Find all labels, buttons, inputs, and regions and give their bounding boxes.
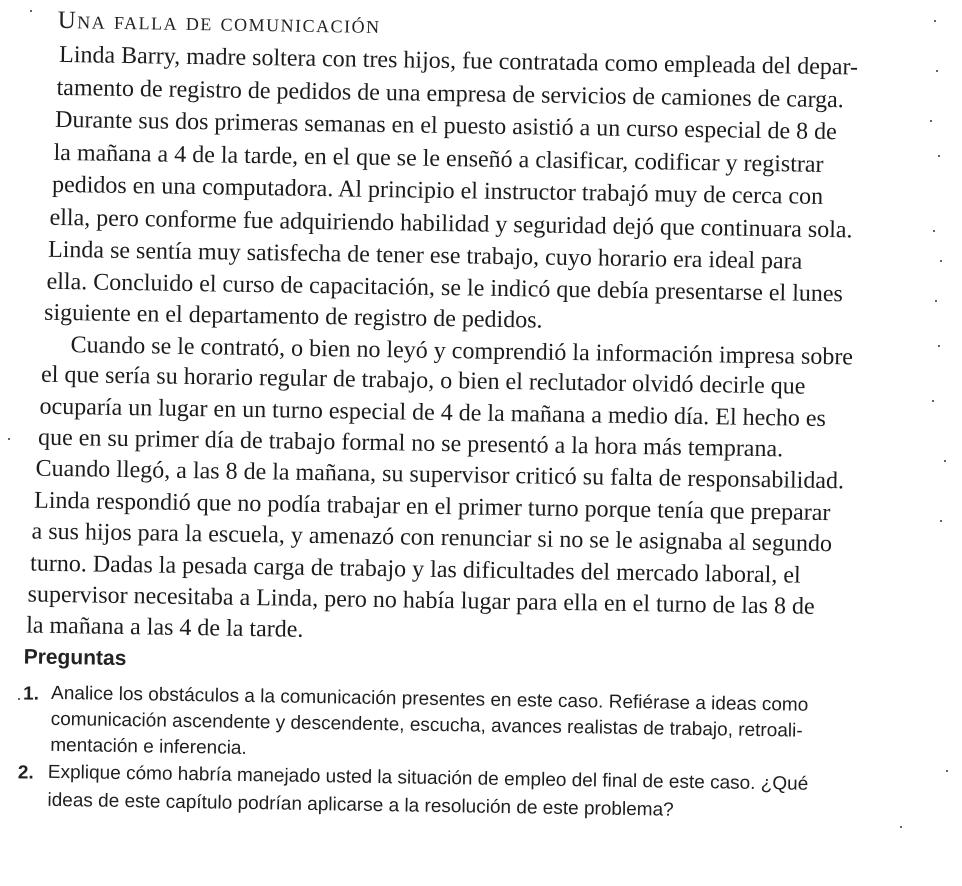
text-line: ella, pero conforme fue adquiriendo habilidad y seguridad dejó que continuara sola. [49,204,853,244]
text-line: pedidos en una computadora. Al principio el instructor trabajó muy de cerca con [51,171,824,210]
question-line: ideas de este capítulo podrían aplicarse a la resolución de este problema? [47,789,674,821]
text-line: ella. Concluido el curso de capacitación, se le indicó que debía presentarse el lunes [46,268,844,308]
text-line: Linda Barry, madre soltera con tres hijos, fue contratada como empleada del depar- [58,41,859,81]
questions-heading: Preguntas [23,645,127,671]
text-line: Linda respondió que no podía trabajar en el primer turno porque tenía que preparar [33,487,831,527]
text-line: siguiente en el departamento de registro de pedidos. [43,299,543,334]
text-line: Durante sus dos primeras semanas en el puesto asistió a un curso especial de 8 de [54,106,838,146]
text-line: supervisor necesitaba a Linda, pero no había lugar para ella en el turno de las 8 de [27,581,815,620]
question-line: Analice los obstáculos a la comunicación presentes en este caso. Refiérase a ideas como [50,682,809,716]
text-line: el que sería su horario regular de trabajo, o bien el reclutador olvidó decirle que [40,361,806,400]
text-line: Cuando se le contrató, o bien no leyó y comprendió la información impresa sobre [70,332,854,371]
text-line: la mañana a 4 de la tarde, en el que se le enseñó a clasificar, codificar y registrar [53,139,824,178]
text-line: ocuparía un lugar en un turno especial de 4 de la mañana a medio día. El hecho es [39,393,827,433]
question-line: mentación e inferencia. [50,734,247,759]
text-line: Linda se sentía muy satisfecha de tener ese trabajo, cuyo horario era ideal para [47,236,803,275]
case-title: Una falla de comunicación [57,6,381,39]
text-line: turno. Dadas la pesada carga de trabajo y las dificultades del mercado laboral, el [29,550,801,589]
text-line: Cuando llegó, a las 8 de la mañana, su supervisor criticó su falta de responsabilidad. [35,455,845,495]
text-line: la mañana a las 4 de la tarde. [25,612,304,643]
question-line: Explique cómo habría manejado usted la situación de empleo del final de este caso. ¿Qué [47,761,809,795]
text-line: que en su primer día de trabajo formal no se presentó a la hora más temprana. [37,424,784,463]
question-line: comunicación ascendente y descendente, escucha, avances realistas de trabajo, retroali- [50,708,803,742]
question-number: 1. [22,683,40,705]
question-number: 2. [17,762,34,784]
text-line: tamento de registro de pedidos de una empresa de servicios de camiones de carga. [56,74,844,114]
text-line: a sus hijos para la escuela, y amenazó con renunciar si no se le asignaba al segundo [31,518,833,558]
